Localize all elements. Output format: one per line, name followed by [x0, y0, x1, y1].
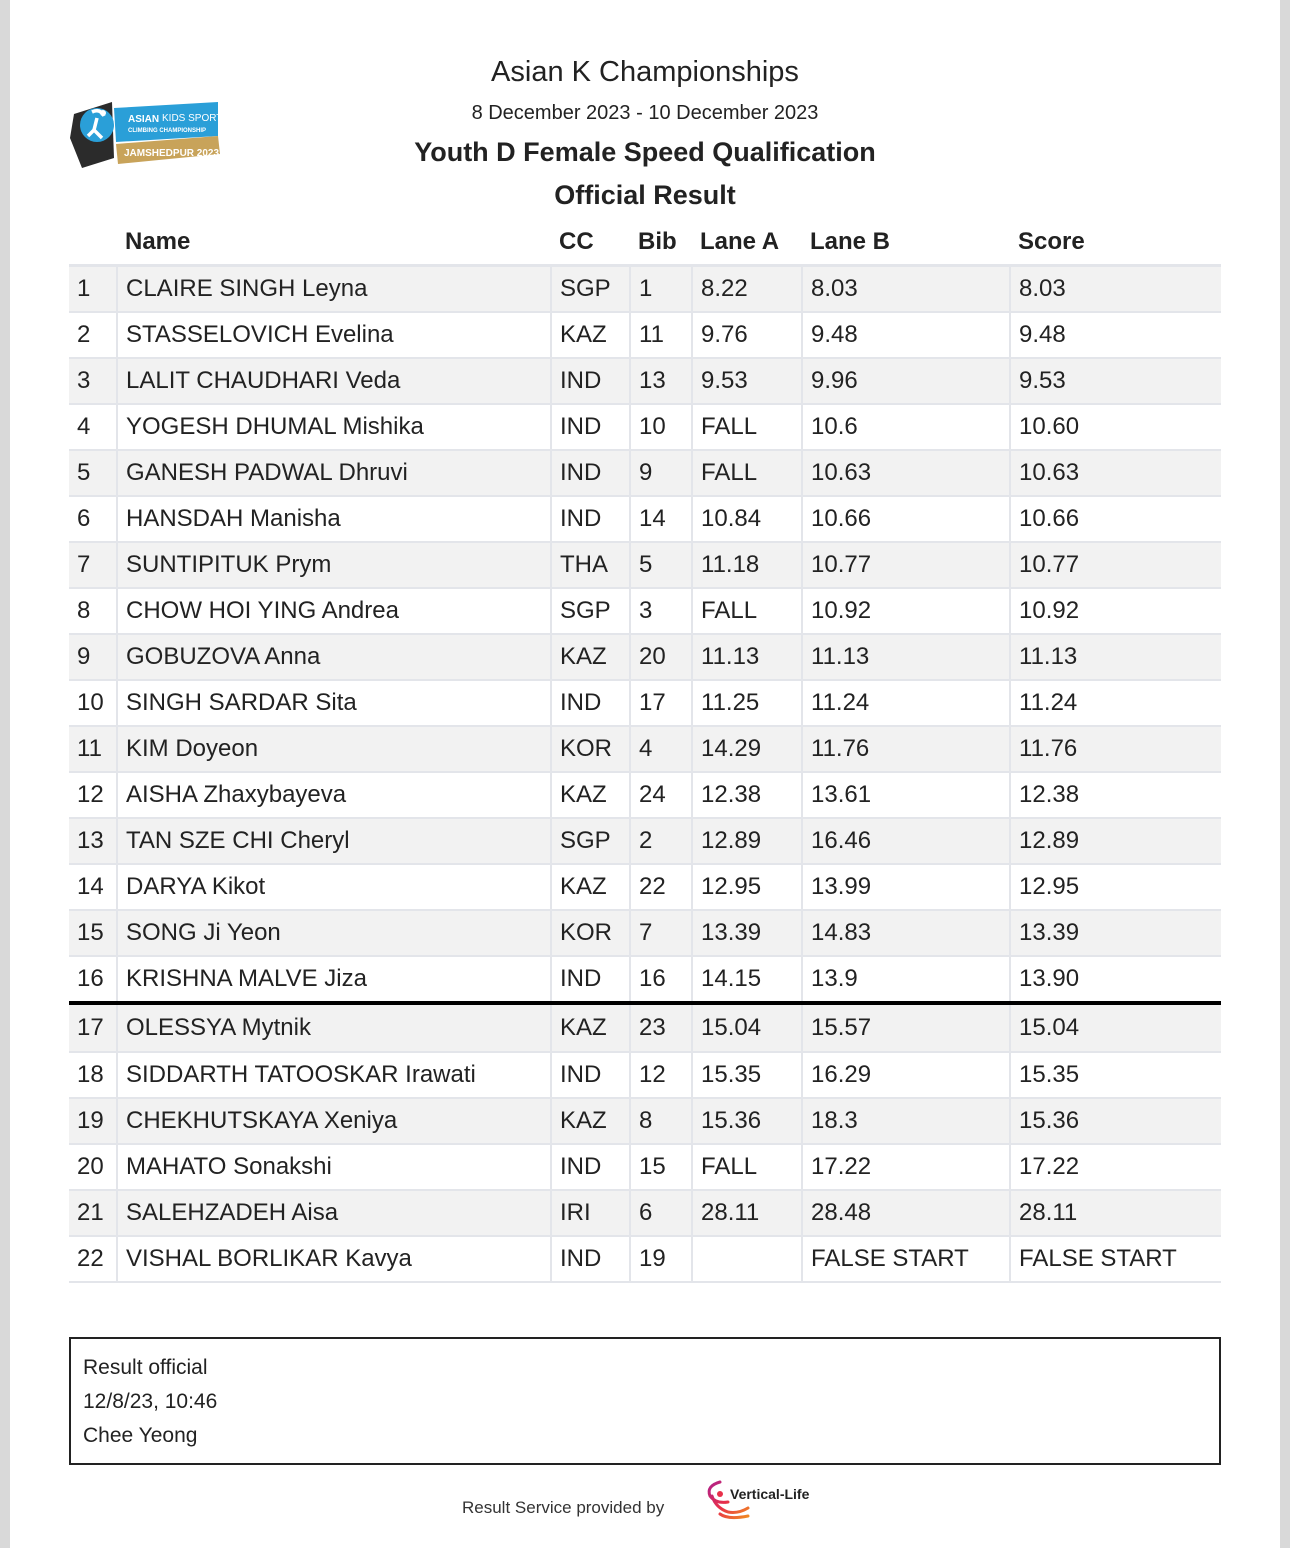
- cell-bib: 8: [630, 1098, 692, 1144]
- cell-bib: 14: [630, 496, 692, 542]
- cell-rank: 16: [69, 956, 117, 1003]
- cell-rank: 7: [69, 542, 117, 588]
- cell-lane-a: 12.89: [692, 818, 802, 864]
- cell-lane-b: 10.66: [802, 496, 1010, 542]
- cell-bib: 24: [630, 772, 692, 818]
- logo-text-kids-sport: KIDS SPORT: [162, 113, 222, 124]
- cell-score: 12.95: [1010, 864, 1221, 910]
- cell-bib: 10: [630, 404, 692, 450]
- cell-score: FALSE START: [1010, 1236, 1221, 1282]
- cell-lane-a: 15.35: [692, 1052, 802, 1098]
- cell-name: OLESSYA Mytnik: [117, 1003, 551, 1052]
- cell-score: 8.03: [1010, 266, 1221, 313]
- cell-name: CLAIRE SINGH Leyna: [117, 266, 551, 313]
- cell-bib: 6: [630, 1190, 692, 1236]
- cell-score: 10.92: [1010, 588, 1221, 634]
- table-row: [69, 358, 1221, 404]
- official-timestamp: 12/8/23, 10:46: [83, 1390, 218, 1413]
- cell-rank: 4: [69, 404, 117, 450]
- cell-score: 12.38: [1010, 772, 1221, 818]
- cell-score: 15.04: [1010, 1003, 1221, 1052]
- table-row: [69, 1144, 1221, 1190]
- cell-lane-b: 16.46: [802, 818, 1010, 864]
- cell-rank: 11: [69, 726, 117, 772]
- cell-lane-a: 14.15: [692, 956, 802, 1003]
- cell-rank: 13: [69, 818, 117, 864]
- cell-cc: IND: [551, 680, 630, 726]
- cell-lane-b: 18.3: [802, 1098, 1010, 1144]
- cell-rank: 8: [69, 588, 117, 634]
- logo-text-jamshedpur: JAMSHEDPUR 2023: [124, 148, 220, 159]
- cell-lane-b: 10.63: [802, 450, 1010, 496]
- cell-lane-a: FALL: [692, 1144, 802, 1190]
- cell-rank: 12: [69, 772, 117, 818]
- cell-rank: 9: [69, 634, 117, 680]
- cell-lane-a: 9.53: [692, 358, 802, 404]
- cell-rank: 2: [69, 312, 117, 358]
- cell-name: AISHA Zhaxybayeva: [117, 772, 551, 818]
- cell-name: SALEHZADEH Aisa: [117, 1190, 551, 1236]
- cell-name: SIDDARTH TATOOSKAR Irawati: [117, 1052, 551, 1098]
- table-row: [69, 1003, 1221, 1052]
- cell-lane-a: 8.22: [692, 266, 802, 313]
- official-result-box: [69, 1337, 1221, 1465]
- cell-bib: 3: [630, 588, 692, 634]
- table-row: [69, 450, 1221, 496]
- cell-lane-b: 13.99: [802, 864, 1010, 910]
- column-header-bib: Bib: [630, 220, 692, 266]
- table-row: [69, 1098, 1221, 1144]
- table-header-row: [69, 220, 1221, 266]
- cell-bib: 16: [630, 956, 692, 1003]
- cell-lane-a: 28.11: [692, 1190, 802, 1236]
- cell-cc: IND: [551, 1236, 630, 1282]
- cell-bib: 20: [630, 634, 692, 680]
- cell-lane-b: 11.13: [802, 634, 1010, 680]
- cell-lane-b: 10.77: [802, 542, 1010, 588]
- cell-name: CHOW HOI YING Andrea: [117, 588, 551, 634]
- cell-lane-b: 9.48: [802, 312, 1010, 358]
- cell-score: 11.76: [1010, 726, 1221, 772]
- cell-bib: 13: [630, 358, 692, 404]
- logo-text-climbing: CLIMBING CHAMPIONSHIP: [128, 128, 206, 134]
- cell-lane-b: 15.57: [802, 1003, 1010, 1052]
- cell-rank: 19: [69, 1098, 117, 1144]
- table-row: [69, 266, 1221, 313]
- result-sheet-page: [10, 0, 1280, 1548]
- table-row: [69, 818, 1221, 864]
- cell-lane-b: 16.29: [802, 1052, 1010, 1098]
- cell-name: KIM Doyeon: [117, 726, 551, 772]
- column-header-lane-b: Lane B: [802, 220, 1010, 266]
- cell-cc: KOR: [551, 726, 630, 772]
- cell-lane-b: 10.92: [802, 588, 1010, 634]
- table-row: [69, 496, 1221, 542]
- cell-lane-a: FALL: [692, 450, 802, 496]
- cell-score: 12.89: [1010, 818, 1221, 864]
- cell-cc: IND: [551, 404, 630, 450]
- cell-score: 28.11: [1010, 1190, 1221, 1236]
- cell-rank: 21: [69, 1190, 117, 1236]
- table-row: [69, 404, 1221, 450]
- cell-cc: SGP: [551, 588, 630, 634]
- event-dates: 8 December 2023 - 10 December 2023: [471, 102, 819, 124]
- table-row: [69, 1190, 1221, 1236]
- cell-lane-a: FALL: [692, 588, 802, 634]
- table-row: [69, 1236, 1221, 1282]
- cell-lane-b: 14.83: [802, 910, 1010, 956]
- official-signatory: Chee Yeong: [83, 1424, 198, 1447]
- cell-score: 15.35: [1010, 1052, 1221, 1098]
- category-title: Youth D Female Speed Qualification: [414, 137, 876, 167]
- cell-lane-a: 9.76: [692, 312, 802, 358]
- cell-score: 11.24: [1010, 680, 1221, 726]
- cell-name: KRISHNA MALVE Jiza: [117, 956, 551, 1003]
- cell-bib: 5: [630, 542, 692, 588]
- cell-bib: 12: [630, 1052, 692, 1098]
- cell-name: STASSELOVICH Evelina: [117, 312, 551, 358]
- cell-name: LALIT CHAUDHARI Veda: [117, 358, 551, 404]
- cell-lane-a: 11.18: [692, 542, 802, 588]
- cell-rank: 22: [69, 1236, 117, 1282]
- table-row: [69, 634, 1221, 680]
- cell-cc: KAZ: [551, 312, 630, 358]
- cell-score: 10.66: [1010, 496, 1221, 542]
- table-row: [69, 772, 1221, 818]
- cell-score: 13.90: [1010, 956, 1221, 1003]
- column-header-rank: [69, 220, 117, 266]
- cell-name: TAN SZE CHI Cheryl: [117, 818, 551, 864]
- cell-bib: 9: [630, 450, 692, 496]
- cell-rank: 17: [69, 1003, 117, 1052]
- cell-lane-b: 28.48: [802, 1190, 1010, 1236]
- cell-cc: SGP: [551, 818, 630, 864]
- cell-cc: IND: [551, 450, 630, 496]
- cell-score: 13.39: [1010, 910, 1221, 956]
- cell-score: 9.53: [1010, 358, 1221, 404]
- cell-cc: IND: [551, 956, 630, 1003]
- cell-bib: 4: [630, 726, 692, 772]
- cell-score: 17.22: [1010, 1144, 1221, 1190]
- cell-rank: 1: [69, 266, 117, 313]
- cell-score: 10.60: [1010, 404, 1221, 450]
- cell-name: SONG Ji Yeon: [117, 910, 551, 956]
- cell-lane-b: 13.61: [802, 772, 1010, 818]
- column-header-cc: CC: [551, 220, 630, 266]
- logo-text-asian: ASIAN: [128, 114, 160, 125]
- cell-lane-b: FALSE START: [802, 1236, 1010, 1282]
- cell-rank: 10: [69, 680, 117, 726]
- cell-cc: SGP: [551, 266, 630, 313]
- cell-lane-a: 10.84: [692, 496, 802, 542]
- cell-bib: 2: [630, 818, 692, 864]
- table-row: [69, 910, 1221, 956]
- cell-rank: 15: [69, 910, 117, 956]
- table-row: [69, 680, 1221, 726]
- footer-provider-name: Vertical-Life: [730, 1486, 810, 1502]
- cell-cc: IND: [551, 358, 630, 404]
- cell-rank: 3: [69, 358, 117, 404]
- table-row: [69, 312, 1221, 358]
- cell-lane-a: 13.39: [692, 910, 802, 956]
- cell-name: CHEKHUTSKAYA Xeniya: [117, 1098, 551, 1144]
- cell-lane-a: [692, 1236, 802, 1282]
- cell-cc: KAZ: [551, 864, 630, 910]
- cell-cc: IND: [551, 1144, 630, 1190]
- cell-name: HANSDAH Manisha: [117, 496, 551, 542]
- cell-cc: KAZ: [551, 1003, 630, 1052]
- cell-lane-b: 10.6: [802, 404, 1010, 450]
- table-row: [69, 542, 1221, 588]
- cell-bib: 1: [630, 266, 692, 313]
- cell-score: 10.63: [1010, 450, 1221, 496]
- official-status-text: Result official: [83, 1356, 208, 1379]
- cell-name: DARYA Kikot: [117, 864, 551, 910]
- cell-cc: THA: [551, 542, 630, 588]
- cell-lane-b: 11.76: [802, 726, 1010, 772]
- cell-lane-a: 12.38: [692, 772, 802, 818]
- cell-name: SUNTIPITUK Prym: [117, 542, 551, 588]
- cell-name: MAHATO Sonakshi: [117, 1144, 551, 1190]
- cell-cc: KAZ: [551, 772, 630, 818]
- cell-bib: 15: [630, 1144, 692, 1190]
- cell-score: 9.48: [1010, 312, 1221, 358]
- footer: [462, 1470, 862, 1530]
- cell-name: VISHAL BORLIKAR Kavya: [117, 1236, 551, 1282]
- cell-rank: 18: [69, 1052, 117, 1098]
- cell-bib: 23: [630, 1003, 692, 1052]
- cell-cc: IND: [551, 1052, 630, 1098]
- table-row: [69, 726, 1221, 772]
- cell-cc: IND: [551, 496, 630, 542]
- cell-rank: 20: [69, 1144, 117, 1190]
- column-header-lane-a: Lane A: [692, 220, 802, 266]
- cell-rank: 6: [69, 496, 117, 542]
- cell-lane-b: 17.22: [802, 1144, 1010, 1190]
- cell-lane-b: 8.03: [802, 266, 1010, 313]
- cell-score: 10.77: [1010, 542, 1221, 588]
- cell-cc: KOR: [551, 910, 630, 956]
- results-body: [69, 266, 1221, 1283]
- cell-score: 15.36: [1010, 1098, 1221, 1144]
- results-table: [69, 220, 1221, 1283]
- cell-lane-a: 14.29: [692, 726, 802, 772]
- cell-name: GOBUZOVA Anna: [117, 634, 551, 680]
- cell-bib: 7: [630, 910, 692, 956]
- result-status: Official Result: [554, 180, 736, 210]
- cell-lane-a: 12.95: [692, 864, 802, 910]
- cell-lane-a: FALL: [692, 404, 802, 450]
- cell-rank: 5: [69, 450, 117, 496]
- table-row: [69, 1052, 1221, 1098]
- cell-lane-a: 15.04: [692, 1003, 802, 1052]
- cell-name: SINGH SARDAR Sita: [117, 680, 551, 726]
- cell-lane-b: 13.9: [802, 956, 1010, 1003]
- cell-name: GANESH PADWAL Dhruvi: [117, 450, 551, 496]
- cell-cc: KAZ: [551, 634, 630, 680]
- column-header-name: Name: [117, 220, 551, 266]
- cell-name: YOGESH DHUMAL Mishika: [117, 404, 551, 450]
- cell-lane-a: 11.25: [692, 680, 802, 726]
- cell-score: 11.13: [1010, 634, 1221, 680]
- cell-lane-a: 11.13: [692, 634, 802, 680]
- footer-provided-by: Result Service provided by: [462, 1498, 665, 1517]
- cell-lane-b: 9.96: [802, 358, 1010, 404]
- cell-bib: 17: [630, 680, 692, 726]
- event-title: Asian K Championships: [491, 56, 799, 88]
- cell-bib: 11: [630, 312, 692, 358]
- table-row: [69, 864, 1221, 910]
- cell-bib: 22: [630, 864, 692, 910]
- cell-lane-b: 11.24: [802, 680, 1010, 726]
- table-row: [69, 956, 1221, 1003]
- cell-cc: IRI: [551, 1190, 630, 1236]
- cell-cc: KAZ: [551, 1098, 630, 1144]
- column-header-score: Score: [1010, 220, 1221, 266]
- cell-lane-a: 15.36: [692, 1098, 802, 1144]
- table-row: [69, 588, 1221, 634]
- cell-rank: 14: [69, 864, 117, 910]
- cell-bib: 19: [630, 1236, 692, 1282]
